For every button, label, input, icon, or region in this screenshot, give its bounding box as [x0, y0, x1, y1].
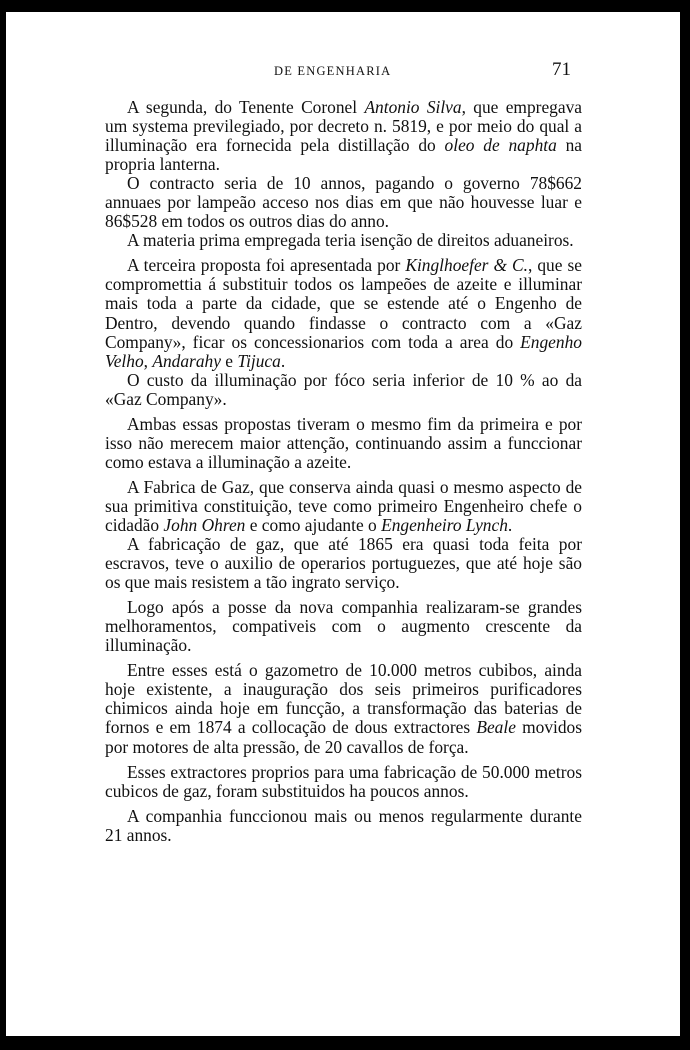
paragraph: [105, 535, 582, 592]
text-segment: A materia prima empregada teria isenção de direitos aduaneiros.: [127, 230, 574, 251]
italic-text: Andarahy: [152, 350, 221, 371]
running-title: DE ENGENHARIA: [274, 64, 392, 78]
paragraph: [105, 415, 582, 472]
paragraph: [105, 256, 582, 370]
text-segment: A segunda, do Tenente Coronel: [127, 97, 365, 117]
text-segment: Ambas essas propostas tiveram o mesmo fim da primeira e por isso não merecem maior attenção, continuando assim a funccionar como estava a illuminação a azeite.: [105, 413, 582, 472]
text-segment: O custo da illuminação por fóco seria inferior de 10 % ao da «Gaz Company».: [105, 369, 582, 409]
text-segment: movidos por motores de alta pressão, de 20 cavallos de força.: [105, 717, 582, 757]
paragraph: [105, 598, 582, 655]
text-segment: A fabricação de gaz, que até 1865 era quasi toda feita por escravos, teve o auxilio de operarios portuguezes, que até hoje são os que mais resistem a tão ingrato serviço.: [105, 534, 582, 593]
text-segment: O contracto seria de 10 annos, pagando o governo 78$662 annuaes por lampeão acceso nos dias em que não houvesse luar e 86$528 em todos os outros dias do anno.: [105, 173, 582, 232]
text-segment: e como ajudante o: [245, 514, 382, 535]
paragraph: [105, 807, 582, 845]
italic-text: Kinglhoefer & C.: [405, 255, 528, 276]
text-segment: Esses extractores proprios para uma fabricação de 50.000 metros cubicos de gaz, foram substituidos ha poucos annos.: [105, 761, 582, 801]
text-segment: ,: [143, 350, 153, 371]
text-segment: Logo após a posse da nova companhia realizaram-se grandes melhoramentos, compativeis com o augmento crescente da illuminação.: [105, 597, 582, 656]
text-segment: na propria lanterna.: [105, 135, 582, 175]
italic-text: oleo de naphta: [444, 135, 557, 156]
page-header: [6, 59, 680, 85]
text-segment: Entre esses está o gazometro de 10.000 metros cubibos, ainda hoje existente, a inauguração dos seis primeiros purificadores chimicos ainda hoje em funcção, a transformação das baterias de fornos e em 1874 a collocação de dous extractores: [105, 660, 582, 738]
paragraph: [105, 763, 582, 801]
text-segment: e: [220, 350, 238, 371]
text-segment: , que empregava um systema previlegiado, por decreto n. 5819, e por meio do qual a illuminação era fornecida pela distillação do: [105, 97, 582, 156]
paragraph: [105, 478, 582, 535]
italic-text: Beale: [476, 717, 516, 738]
body-text: [105, 98, 582, 845]
paragraph: [105, 661, 582, 756]
paragraph: [105, 98, 582, 174]
paragraph: [105, 371, 582, 409]
book-page: [6, 12, 680, 1036]
italic-text: Antonio Silva: [364, 97, 462, 117]
text-segment: A terceira proposta foi apresentada por: [127, 255, 406, 276]
text-segment: A companhia funccionou mais ou menos regularmente durante 21 annos.: [105, 805, 582, 845]
paragraph: [105, 174, 582, 231]
text-segment: , que se compromettia á substituir todos os lampeões de azeite e illuminar mais toda a parte da cidade, que se estende até o Engenho de Dentro, devendo quando findasse o contracto com a «Gaz Company», ficar os concessionarios com toda a area do: [105, 255, 582, 352]
italic-text: Tijuca: [237, 350, 281, 371]
page-number: 71: [552, 59, 571, 80]
italic-text: Engenho Velho: [105, 331, 582, 371]
text-segment: .: [280, 350, 286, 371]
italic-text: John Ohren: [163, 514, 246, 535]
paragraph: [105, 231, 582, 250]
text-segment: .: [507, 514, 513, 535]
text-segment: A Fabrica de Gaz, que conserva ainda quasi o mesmo aspecto de sua primitiva constituição, teve como primeiro Engenheiro chefe o cidadão: [105, 476, 582, 535]
italic-text: Engenheiro Lynch: [381, 514, 508, 535]
